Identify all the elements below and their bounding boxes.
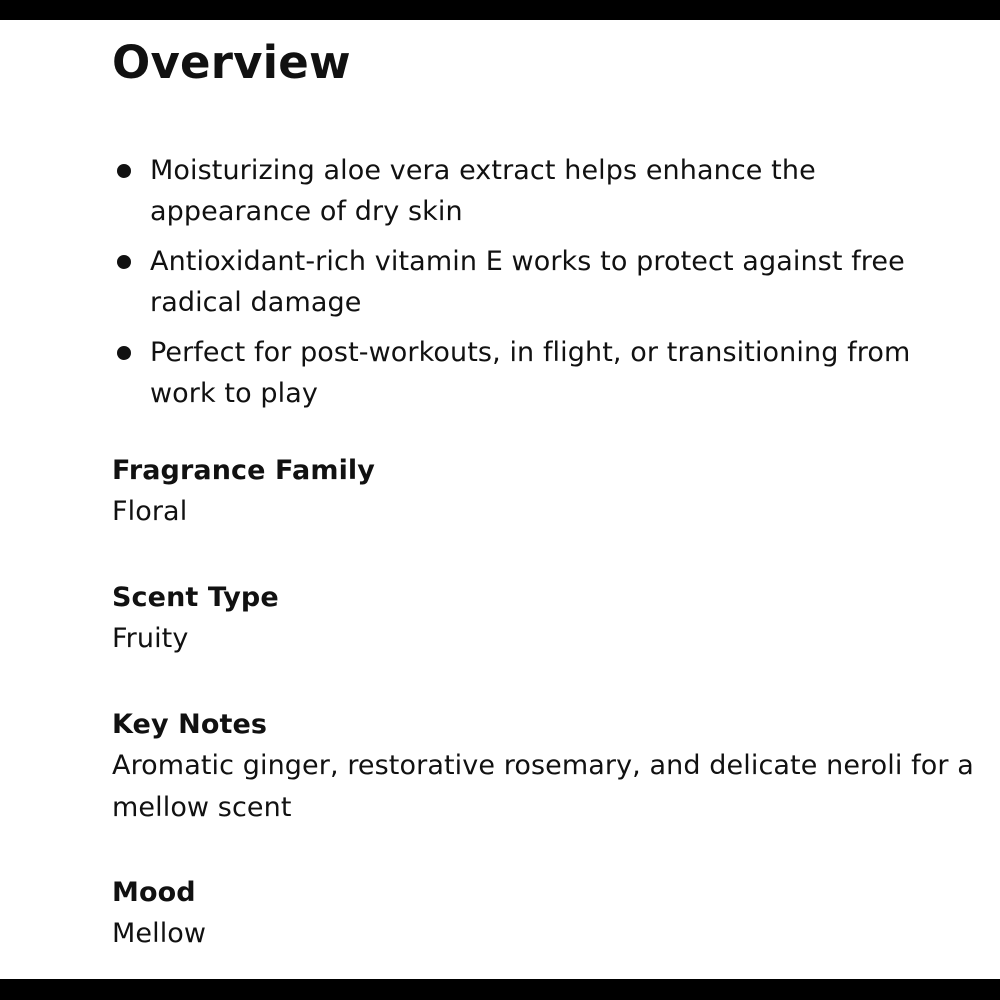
overview-bullet-list [112, 150, 982, 414]
fragrance-family-value: Floral [112, 496, 188, 527]
list-item [112, 150, 982, 232]
mood-label: Mood [112, 877, 196, 908]
fragrance-family-section [112, 450, 982, 533]
key-notes-label: Key Notes [112, 709, 268, 740]
list-item [112, 332, 982, 414]
scent-type-label: Scent Type [112, 582, 279, 613]
mood-value: Mellow [112, 918, 207, 949]
list-item [112, 241, 982, 323]
bullet-dot-icon [117, 164, 131, 178]
product-overview-panel [112, 20, 982, 955]
mood-section [112, 872, 982, 955]
bullet-text: Perfect for post-workouts, in flight, or transitioning from work to play [150, 337, 911, 409]
bullet-text: Antioxidant-rich vitamin E works to protect against free radical damage [150, 246, 905, 318]
product-details-screen [0, 20, 1000, 979]
scent-type-section [112, 577, 982, 660]
fragrance-family-label: Fragrance Family [112, 455, 375, 486]
scent-type-value: Fruity [112, 623, 189, 654]
bullet-dot-icon [117, 255, 131, 269]
bullet-text: Moisturizing aloe vera extract helps enhance the appearance of dry skin [150, 155, 816, 227]
key-notes-value: Aromatic ginger, restorative rosemary, and delicate neroli for a mellow scent [112, 750, 974, 823]
overview-heading: Overview [112, 36, 351, 89]
key-notes-section [112, 704, 982, 829]
bullet-dot-icon [117, 346, 131, 360]
